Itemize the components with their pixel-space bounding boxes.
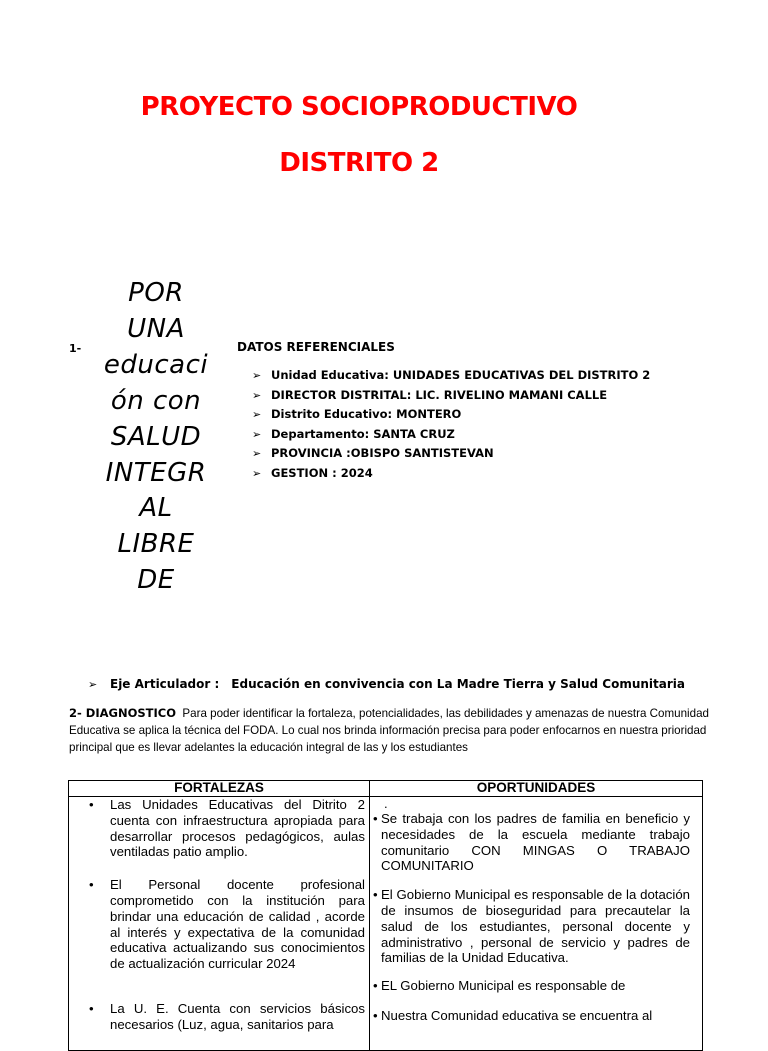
foda-table bbox=[68, 780, 703, 1051]
list-item bbox=[69, 877, 369, 972]
arrow-bullet-icon: ➢ bbox=[252, 369, 262, 382]
fortalezas-list bbox=[69, 797, 369, 1033]
list-item bbox=[370, 1008, 702, 1024]
list-item bbox=[370, 811, 702, 874]
list-item bbox=[69, 797, 369, 860]
oportunidades-cell bbox=[370, 797, 703, 1051]
motto-line: INTEGR bbox=[105, 457, 207, 488]
header-fortalezas: FORTALEZAS bbox=[69, 781, 370, 797]
section-number: 1- bbox=[69, 342, 82, 355]
bullet-icon: • bbox=[89, 1000, 94, 1016]
bullet-icon: • bbox=[373, 887, 378, 903]
diagnostico-title: 2- DIAGNOSTICO bbox=[69, 706, 176, 720]
arrow-bullet-icon: ➢ bbox=[88, 678, 98, 691]
diagnostico-paragraph bbox=[69, 705, 709, 756]
eje-articulador bbox=[88, 677, 685, 691]
motto-line: POR bbox=[128, 278, 184, 308]
arrow-bullet-icon: ➢ bbox=[252, 388, 262, 402]
list-item-text: El Gobierno Municipal es responsable de la dotación de insumos de bioseguridad para precautelar la salud de los estudiantes, personal docente y administrativo , personal de servicio y padres de familias de la Unidad Educativa. bbox=[381, 887, 690, 966]
motto-line: DE bbox=[137, 565, 175, 596]
bullet-icon: • bbox=[89, 877, 94, 893]
list-item-text: DIRECTOR DISTRITAL: LIC. RIVELINO MAMANI CALLE bbox=[271, 387, 608, 402]
list-item-text: PROVINCIA :OBISPO SANTISTEVAN bbox=[271, 446, 494, 460]
bullet-icon: • bbox=[373, 978, 378, 994]
list-item-text: Distrito Educativo: MONTERO bbox=[271, 407, 462, 421]
section-title: DATOS REFERENCIALES bbox=[237, 340, 395, 354]
arrow-bullet-icon: ➢ bbox=[252, 466, 262, 480]
table-row bbox=[69, 797, 703, 1051]
list-item-text: EL Gobierno Municipal es responsable de bbox=[381, 978, 626, 994]
motto-line: SALUD bbox=[110, 421, 202, 452]
list-item bbox=[252, 366, 650, 386]
list-item bbox=[252, 386, 650, 406]
eje-label: Eje Articulador : bbox=[110, 677, 220, 691]
datos-list bbox=[252, 366, 650, 483]
bullet-icon: • bbox=[373, 811, 378, 826]
list-item-text: Se trabaja con los padres de familia en beneficio y necesidades de la escuela mediante trabajo comunitario CON MINGAS O TRABAJO COMUNITARIO bbox=[381, 811, 690, 874]
list-item-text: Unidad Educativa: UNIDADES EDUCATIVAS DEL DISTRITO 2 bbox=[271, 368, 651, 382]
dot-line: . bbox=[384, 796, 388, 811]
list-item-text: Departamento: SANTA CRUZ bbox=[271, 426, 455, 441]
motto-line: educaci bbox=[103, 349, 209, 380]
motto-line: LIBRE bbox=[117, 529, 195, 560]
motto-text bbox=[100, 276, 212, 599]
arrow-bullet-icon: ➢ bbox=[252, 408, 262, 421]
header-oportunidades: OPORTUNIDADES bbox=[370, 781, 703, 797]
bullet-icon: • bbox=[373, 1007, 378, 1023]
list-item bbox=[252, 464, 650, 484]
oportunidades-list bbox=[370, 811, 702, 1024]
list-item bbox=[252, 444, 650, 464]
list-item bbox=[370, 887, 702, 966]
motto-line: UNA bbox=[127, 313, 185, 344]
motto-line: ón con bbox=[110, 385, 202, 416]
diagnostico-text: Para poder identificar la fortaleza, potencialidades, las debilidades y amenazas de nuestra Comunidad Educativa se aplica la técnica del FODA. Lo cual nos brinda información precisa para poder enfocarnos en nuestra prioridad principal que es llevar adelantes la educación integral de las y los estudiantes bbox=[69, 707, 709, 754]
list-item-text: La U. E. Cuenta con servicios básicos necesarios (Luz, agua, sanitarios para bbox=[110, 1000, 365, 1032]
list-item bbox=[370, 978, 702, 994]
list-item-text: Las Unidades Educativas del Ditrito 2 cuenta con infraestructura apropiada para desarrollar procesos pedagógicos, aulas ventiladas patio amplio. bbox=[110, 797, 365, 860]
arrow-bullet-icon: ➢ bbox=[252, 427, 262, 441]
list-item-text: El Personal docente profesional comprometido con la institución para brindar una educación de calidad , acorde al interés y expectativa de la comunidad educativa actualizando sus conocimientos de actualización curricular 2024 bbox=[110, 877, 365, 972]
bullet-icon: • bbox=[89, 797, 94, 812]
eje-value: Educación en convivencia con La Madre Tierra y Salud Comunitaria bbox=[231, 677, 686, 691]
page-title: PROYECTO SOCIOPRODUCTIVO bbox=[140, 92, 578, 122]
list-item bbox=[252, 405, 650, 425]
table-header-row bbox=[69, 781, 703, 797]
page-subtitle: DISTRITO 2 bbox=[279, 148, 439, 178]
fortalezas-cell bbox=[69, 797, 370, 1051]
list-item-text: GESTION : 2024 bbox=[271, 465, 373, 480]
arrow-bullet-icon: ➢ bbox=[252, 447, 262, 460]
list-item bbox=[69, 1001, 369, 1033]
motto-line: AL bbox=[139, 493, 173, 524]
list-item-text: Nuestra Comunidad educativa se encuentra al bbox=[381, 1007, 653, 1023]
list-item bbox=[252, 425, 650, 445]
